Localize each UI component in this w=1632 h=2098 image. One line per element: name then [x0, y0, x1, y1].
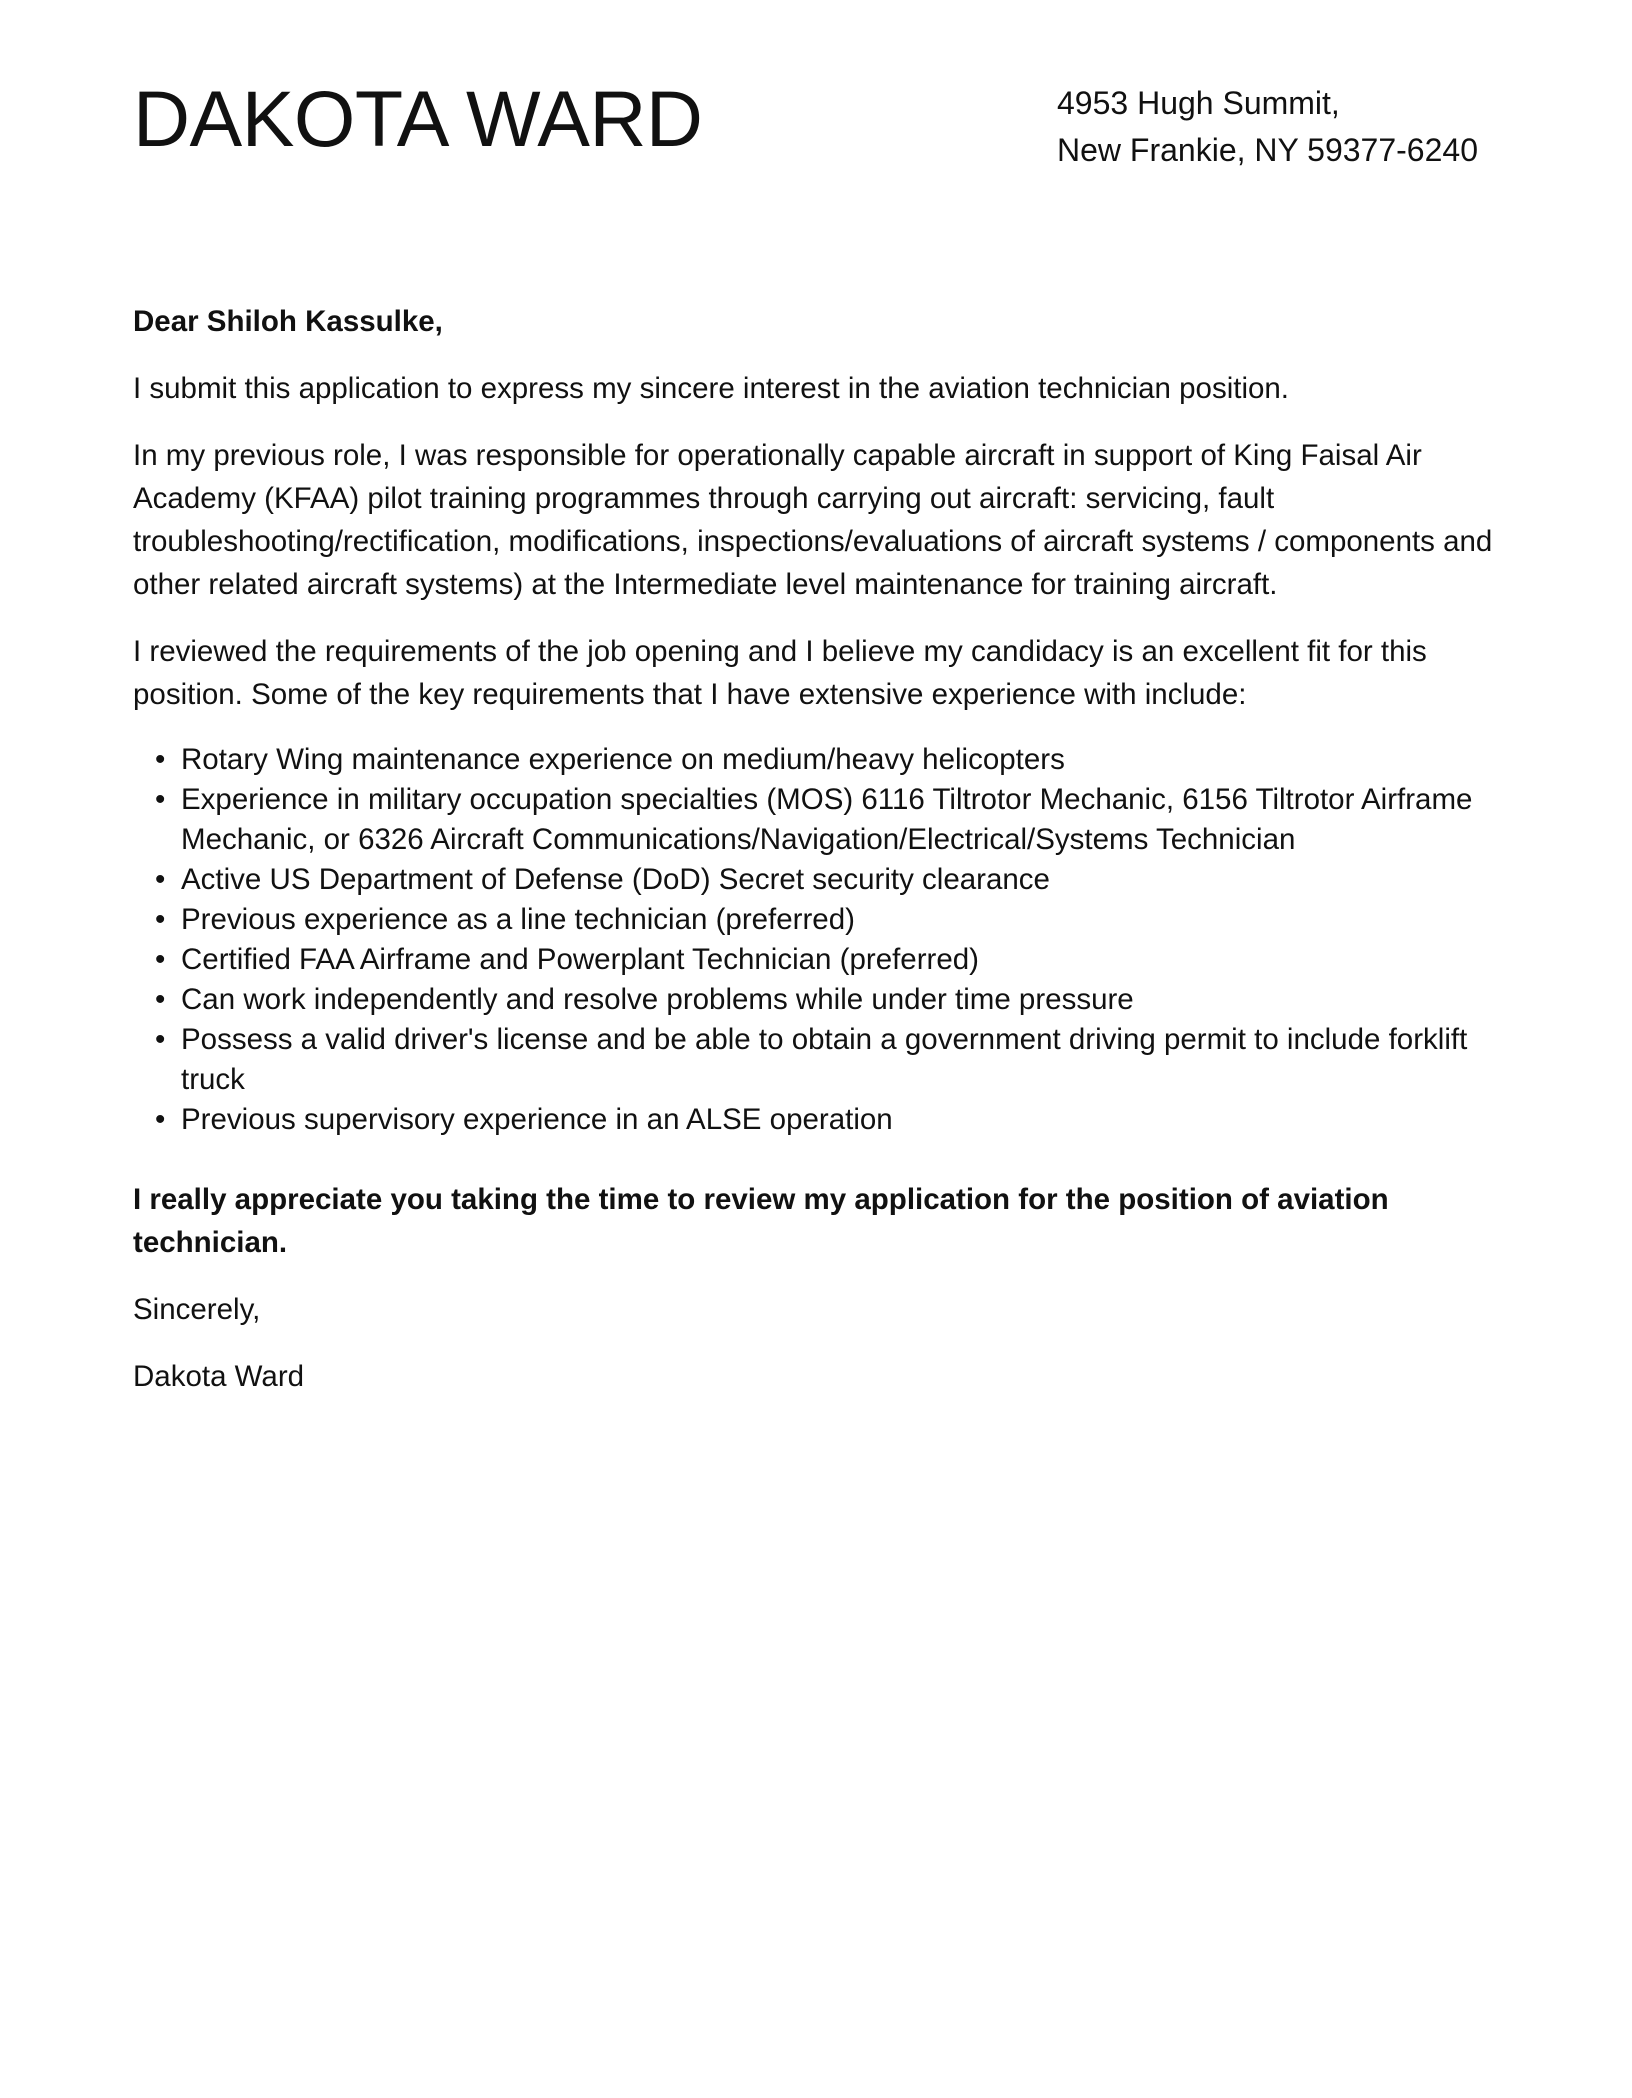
- list-item-text: Active US Department of Defense (DoD) Secret security clearance: [181, 863, 1050, 896]
- bullet-icon: •: [155, 1103, 166, 1136]
- list-item-text: Rotary Wing maintenance experience on medium/heavy helicopters: [181, 743, 1065, 776]
- list-item: [133, 980, 1503, 1020]
- bullet-icon: •: [155, 1023, 166, 1056]
- bullet-icon: •: [155, 903, 166, 936]
- list-item: [133, 780, 1503, 860]
- list-item: [133, 940, 1503, 980]
- list-item: [133, 1020, 1503, 1100]
- signature-name: Dakota Ward: [133, 1360, 305, 1393]
- closing-paragraph: I really appreciate you taking the time to review my application for the position of aviation technician.: [133, 1183, 1389, 1259]
- list-item-text: Previous experience as a line technician (preferred): [181, 903, 855, 936]
- list-item-text: Previous supervisory experience in an ALSE operation: [181, 1103, 893, 1136]
- applicant-name: DAKOTA WARD: [133, 74, 703, 163]
- list-item: [133, 900, 1503, 940]
- bullet-icon: •: [155, 943, 166, 976]
- requirements-intro-paragraph: I reviewed the requirements of the job opening and I believe my candidacy is an excellent fit for this position. Some of the key requirements that I have extensive experience with include:: [133, 635, 1427, 711]
- bullet-icon: •: [155, 983, 166, 1016]
- list-item-text: Experience in military occupation specialties (MOS) 6116 Tiltrotor Mechanic, 6156 Tiltrotor Airframe Mechanic, or 6326 Aircraft Communications/Navigation/Electrical/Systems Technician: [181, 783, 1473, 856]
- bullet-icon: •: [155, 743, 166, 776]
- previous-role-paragraph: In my previous role, I was responsible for operationally capable aircraft in support of King Faisal Air Academy (KFAA) pilot training programmes through carrying out aircraft: servicing, fault troubleshooting/rectification, modifications, inspections/evaluations of aircraft systems / components and other related aircraft systems) at the Intermediate level maintenance for training aircraft.: [133, 439, 1493, 601]
- list-item: [133, 860, 1503, 900]
- list-item-text: Certified FAA Airframe and Powerplant Technician (preferred): [181, 943, 979, 976]
- list-item-text: Possess a valid driver's license and be able to obtain a government driving permit to include forklift truck: [181, 1023, 1468, 1096]
- address-line-1: 4953 Hugh Summit,: [1057, 85, 1340, 121]
- list-item-text: Can work independently and resolve problems while under time pressure: [181, 983, 1134, 1016]
- address-line-2: New Frankie, NY 59377-6240: [1057, 132, 1478, 168]
- list-item: [133, 740, 1503, 780]
- salutation: Dear Shiloh Kassulke,: [133, 305, 443, 338]
- bullet-icon: •: [155, 783, 166, 816]
- list-item: [133, 1100, 1503, 1140]
- letter-body: [133, 300, 1503, 1422]
- bullet-icon: •: [155, 863, 166, 896]
- requirements-list: [133, 740, 1503, 1140]
- intro-paragraph: I submit this application to express my sincere interest in the aviation technician position.: [133, 372, 1290, 405]
- applicant-address: [1057, 80, 1478, 174]
- signoff: Sincerely,: [133, 1293, 261, 1326]
